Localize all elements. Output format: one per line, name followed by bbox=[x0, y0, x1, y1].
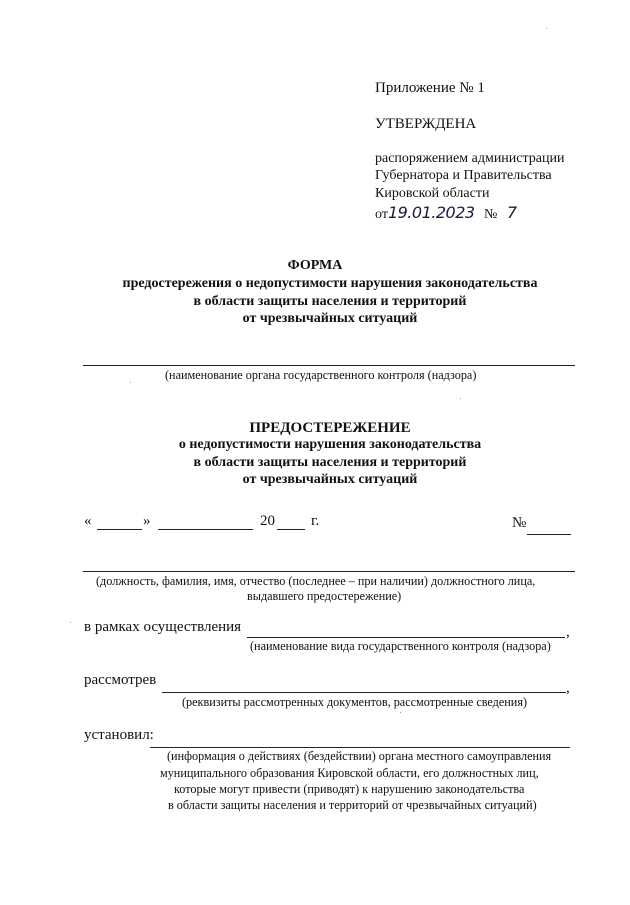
handwritten-date: 19.01.2023 bbox=[387, 203, 475, 222]
established-field-label: установил: bbox=[84, 727, 154, 743]
scan-speck bbox=[546, 28, 547, 29]
day-blank bbox=[97, 529, 142, 530]
month-blank bbox=[158, 529, 253, 530]
control-field-line bbox=[247, 637, 565, 638]
approval-date-row bbox=[375, 203, 517, 223]
handwritten-number: 7 bbox=[506, 203, 517, 222]
official-line bbox=[83, 571, 575, 572]
established-caption-line1: (информация о действиях (бездействии) органа местного самоуправления bbox=[167, 749, 552, 763]
scan-speck bbox=[460, 398, 461, 399]
scan-speck bbox=[400, 712, 401, 713]
established-field-line bbox=[150, 747, 570, 748]
form-title: ФОРМА bbox=[287, 258, 343, 273]
approved-by-line1: распоряжением администрации bbox=[375, 151, 565, 166]
warning-subtitle-line3: от чрезвычайных ситуаций bbox=[242, 472, 418, 487]
form-subtitle-line3: от чрезвычайных ситуаций bbox=[242, 311, 418, 326]
year-blank bbox=[277, 529, 305, 530]
year-prefix: 20 bbox=[260, 513, 275, 529]
doc-number-blank bbox=[527, 534, 571, 535]
established-caption-line2: муниципального образования Кировской области, его должностных лиц, bbox=[160, 766, 539, 780]
approved-by-line2: Губернатора и Правительства bbox=[375, 168, 552, 183]
doc-number-sign: № bbox=[512, 515, 527, 531]
quote-open: « bbox=[84, 513, 92, 529]
reviewed-field-caption: (реквизиты рассмотренных документов, рассмотренные сведения) bbox=[182, 695, 527, 709]
warning-title: ПРЕДОСТЕРЕЖЕНИЕ bbox=[249, 420, 411, 436]
number-prefix: № bbox=[484, 207, 498, 222]
warning-subtitle-line1: о недопустимости нарушения законодательства bbox=[178, 437, 482, 452]
reviewed-field-label: рассмотрев bbox=[84, 672, 157, 688]
reviewed-field-comma: , bbox=[566, 680, 570, 696]
organ-name-line bbox=[83, 365, 575, 366]
control-field-caption: (наименование вида государственного контроля (надзора) bbox=[250, 639, 551, 653]
reviewed-field-line bbox=[162, 692, 566, 693]
approved-by-line3: Кировской области bbox=[375, 186, 490, 201]
warning-subtitle-line2: в области защиты населения и территорий bbox=[193, 455, 467, 470]
form-subtitle-line1: предостережения о недопустимости нарушения законодательства bbox=[122, 276, 538, 291]
scan-speck bbox=[70, 622, 71, 623]
approved-label: УТВЕРЖДЕНА bbox=[375, 116, 477, 132]
control-field-comma: , bbox=[566, 624, 570, 640]
date-prefix: от bbox=[375, 207, 388, 222]
scan-speck bbox=[130, 382, 131, 383]
control-field-label: в рамках осуществления bbox=[84, 619, 242, 635]
annex-title: Приложение № 1 bbox=[375, 80, 485, 96]
official-caption-line1: (должность, фамилия, имя, отчество (последнее – при наличии) должностного лица, bbox=[96, 574, 536, 588]
quote-close: » bbox=[143, 513, 151, 529]
form-subtitle-line2: в области защиты населения и территорий bbox=[193, 294, 467, 309]
year-suffix: г. bbox=[311, 513, 320, 529]
established-caption-line3: которые могут привести (приводят) к нарушению законодательства bbox=[174, 782, 525, 796]
organ-name-caption: (наименование органа государственного контроля (надзора) bbox=[165, 368, 477, 382]
established-caption-line4: в области защиты населения и территорий от чрезвычайных ситуаций) bbox=[168, 798, 537, 812]
official-caption-line2: выдавшего предостережение) bbox=[247, 589, 402, 603]
